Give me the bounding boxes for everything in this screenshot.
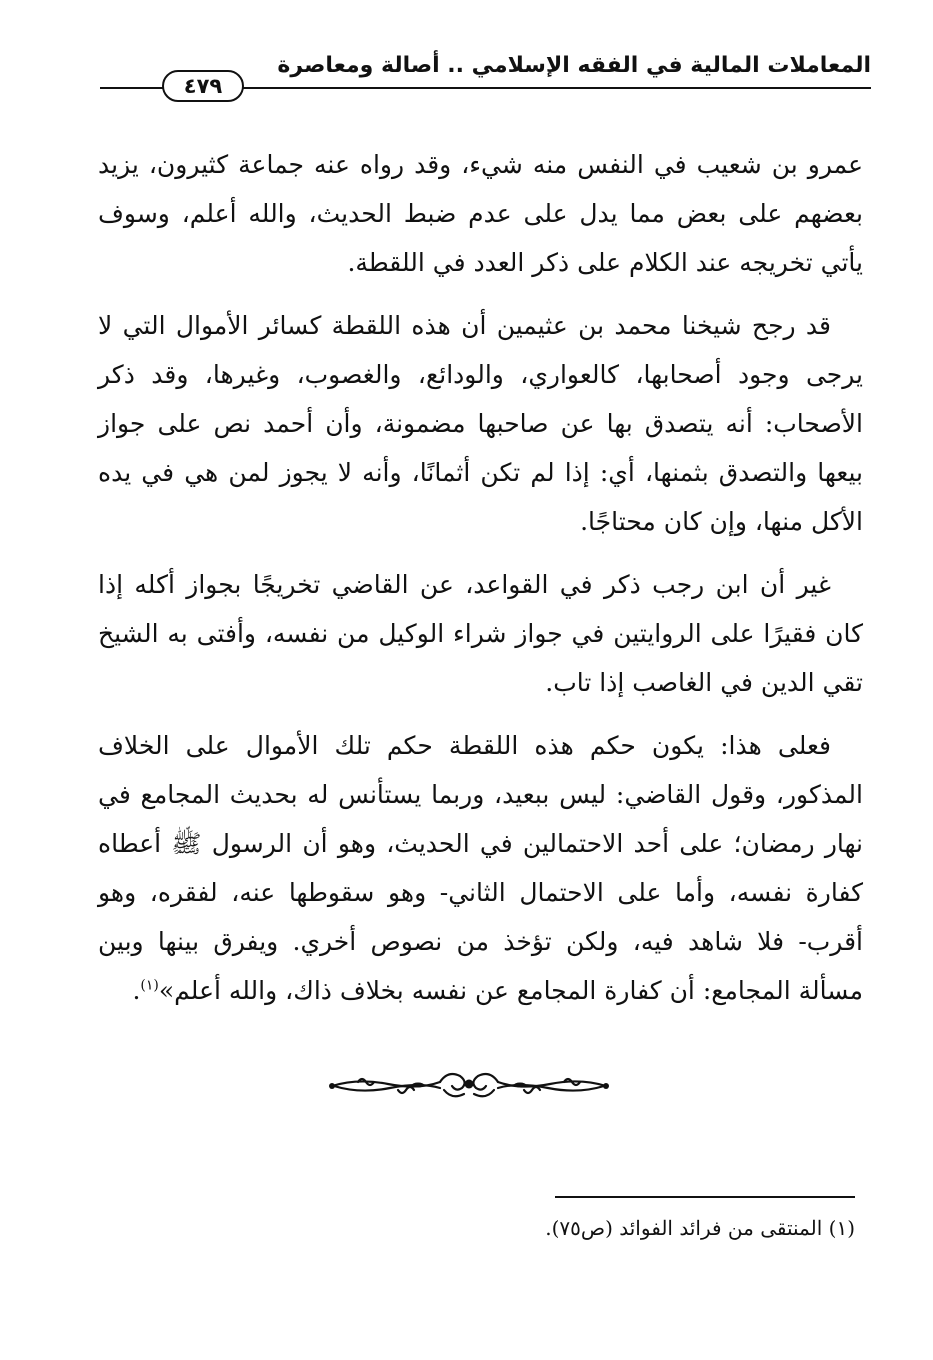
decorative-divider-icon [328, 1064, 610, 1104]
page-number: ٤٧٩ [162, 70, 244, 102]
footnote-reference: (١) [140, 977, 159, 994]
paragraph-1: عمرو بن شعيب في النفس منه شيء، وقد رواه عنه جماعة كثيرون، يزيد بعضهم على بعض مما يدل على عدم ضبط الحديث، والله أعلم، وسوف يأتي تخريجه عند الكلام على ذكر العدد في اللقطة. [98, 150, 863, 277]
paragraph-4-text: فعلى هذا: يكون حكم هذه اللقطة حكم تلك الأموال على الخلاف المذكور، وقول القاضي: ليس ببعيد، وربما يستأنس له بحديث المجامع في نهار رمضان؛ على أحد الاحتمالين في الحديث، وهو أن الرسول ﷺ أعطاه كفارة نفسه، وأما على الاحتمال الثاني- وهو سقوطها عنه، لفقره، وهو أقرب- فلا شاهد فيه، ولكن تؤخذ من نصوص أخري. ويفرق بينها وبين مسألة المجامع: أن كفارة المجامع عن نفسه بخلاف ذاك، والله أعلم» [98, 731, 863, 1005]
running-header-title: المعاملات المالية في الفقه الإسلامي .. أصالة ومعاصرة [277, 53, 871, 78]
paragraph-2: قد رجح شيخنا محمد بن عثيمين أن هذه اللقطة كسائر الأموال التي لا يرجى وجود أصحابها، كالعواري، والودائع، والغصوب، وغيرها، وقد ذكر الأصحاب: أنه يتصدق بها عن صاحبها مضمونة، وأن أحمد نص على جواز بيعها والتصدق بثمنها، أي: إذا لم تكن أثمانًا، وأنه لا يجوز لمن هي في يده الأكل منها، وإن كان محتاجًا. [98, 311, 863, 536]
paragraph-4-end: . [132, 976, 141, 1005]
footnote: (١) المنتقى من فرائد الفوائد (ص٧٥). [545, 1216, 855, 1240]
paragraph-3: غير أن ابن رجب ذكر في القواعد، عن القاضي تخريجًا بجواز أكله إذا كان فقيرًا على الروايتين في جواز شراء الوكيل من نفسه، وأفتى به الشيخ تقي الدين في الغاصب إذا تاب. [98, 570, 863, 697]
paragraph-4 [98, 721, 863, 1015]
footnote-rule [555, 1196, 855, 1198]
main-text [98, 140, 863, 1029]
